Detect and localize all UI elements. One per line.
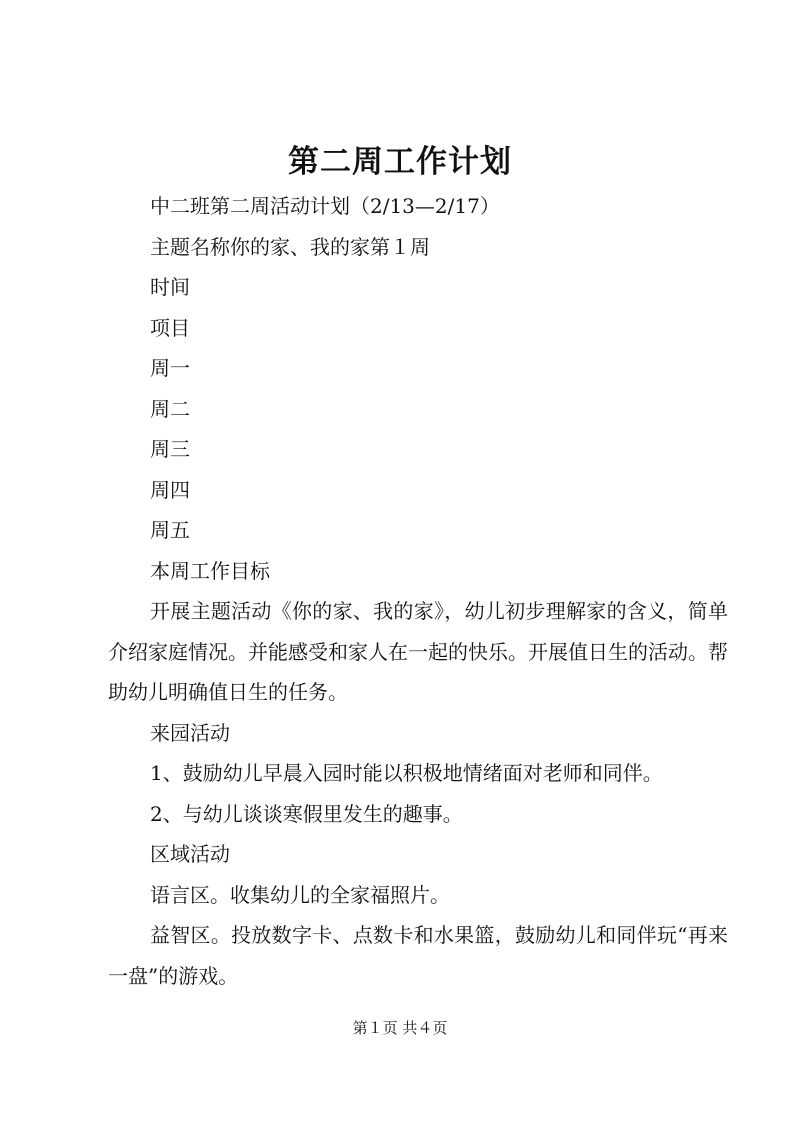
page-footer: 第１页 共４页 <box>352 1019 448 1037</box>
weekly-goal-heading: 本周工作目标 <box>150 558 270 583</box>
class-plan-line: 中二班第二周活动计划（2/13—2/17） <box>150 194 500 218</box>
time-label: 时间 <box>150 275 190 299</box>
arrival-item: 1、鼓励幼儿早晨入园时能以积极地情绪面对老师和同伴。 <box>150 761 663 785</box>
friday-label: 周五 <box>150 518 190 542</box>
monday-label: 周一 <box>150 356 190 380</box>
arrival-activity-heading: 来园活动 <box>150 720 230 745</box>
item-label: 项目 <box>150 315 190 340</box>
weekly-goal-paragraph: 开展主题活动《你的家、我的家》，幼儿初步理解家的含义，简单介绍家庭情况。并能感受和家人在一起的快乐。开展值日生的活动。帮助幼儿明确值日生的任务。 <box>108 599 728 704</box>
document-title: 第二周工作计划 <box>288 144 512 180</box>
puzzle-area-paragraph: 益智区。投放数字卡、点数卡和水果篮，鼓励幼儿和同伴玩“再来一盘”的游戏。 <box>108 923 728 988</box>
language-area-line: 语言区。收集幼儿的全家福照片。 <box>150 882 450 907</box>
wednesday-label: 周三 <box>150 437 190 461</box>
thursday-label: 周四 <box>150 477 190 502</box>
arrival-item: 2、与幼儿谈谈寒假里发生的趣事。 <box>150 801 463 826</box>
theme-name-line: 主题名称你的家、我的家第１周 <box>150 234 430 259</box>
document-body <box>108 186 728 996</box>
tuesday-label: 周二 <box>150 396 190 421</box>
area-activity-heading: 区域活动 <box>150 842 230 866</box>
